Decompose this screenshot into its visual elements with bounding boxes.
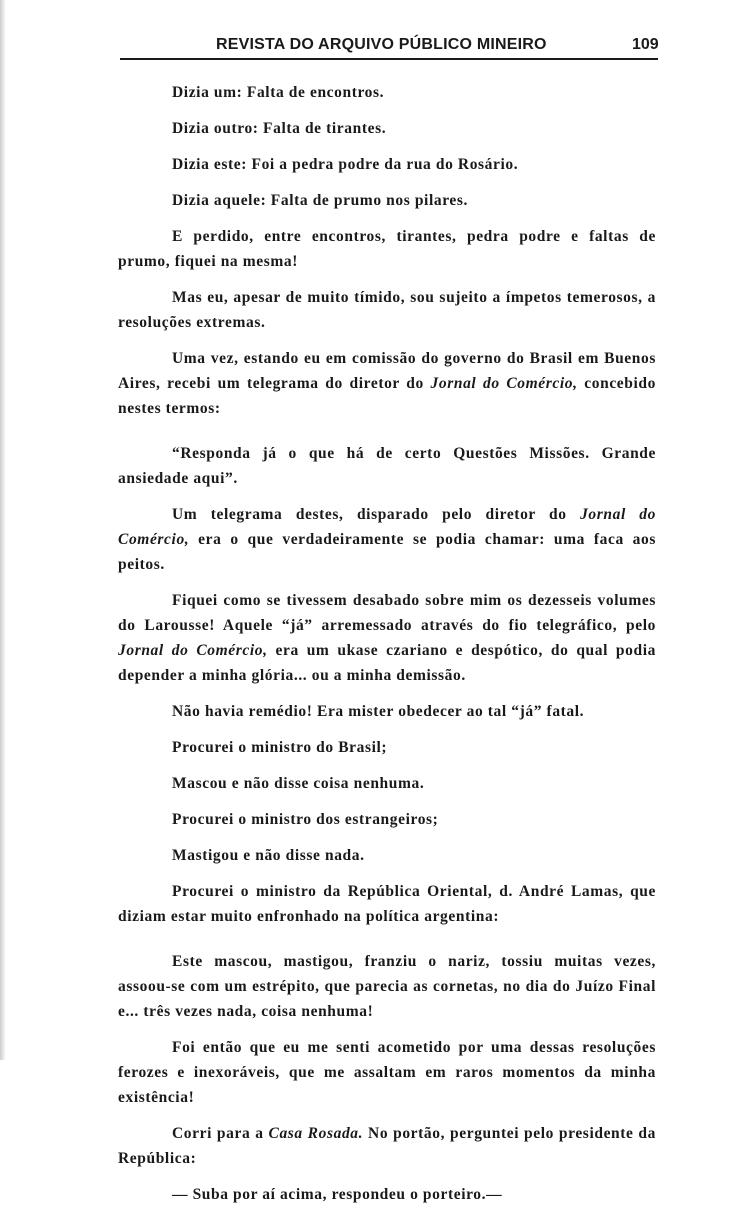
- paragraph: Dizia este: Foi a pedra podre da rua do Rosário.: [172, 156, 519, 173]
- paragraph-text: era o que verdadeiramente se podia chamar: uma faca aos peitos.: [118, 531, 656, 573]
- paragraph: Dizia aquele: Falta de prumo nos pilares.: [172, 192, 468, 209]
- telegram-quote: “Responda já o que há de certo Questões Missões. Grande ansiedade aqui”.: [118, 445, 656, 487]
- paragraph: E perdido, entre encontros, tirantes, pedra podre e faltas de prumo, fiquei na mesma!: [118, 228, 656, 270]
- header-rule: [120, 58, 658, 60]
- dialogue-line: — Suba por aí acima, respondeu o porteiro.—: [172, 1186, 503, 1203]
- newspaper-title: Jornal do Comércio,: [430, 375, 578, 392]
- paragraph: Mascou e não disse coisa nenhuma.: [172, 775, 425, 792]
- paragraph-text: Uma vez, estando eu em comissão do governo do Brasil em Buenos Aires, recebi um telegrama do diretor do: [118, 350, 656, 392]
- place-name: Casa Rosada.: [268, 1125, 364, 1142]
- paragraph-text: Corri para a: [172, 1125, 269, 1142]
- paragraph: Procurei o ministro do Brasil;: [172, 739, 388, 756]
- page-number: 109: [632, 36, 659, 53]
- paragraph: [118, 1121, 656, 1171]
- paragraph: Dizia um: Falta de encontros.: [172, 84, 385, 101]
- paragraph: Dizia outro: Falta de tirantes.: [172, 120, 387, 137]
- paragraph: Mas eu, apesar de muito tímido, sou sujeito a ímpetos temerosos, a resoluções extremas.: [118, 289, 656, 331]
- paragraph: [118, 346, 656, 421]
- paragraph: [118, 502, 656, 577]
- paragraph: Este mascou, mastigou, franziu o nariz, tossiu muitas vezes, assoou-se com um estrépito, que parecia as cornetas, no dia do Juízo Final e... três vezes nada, coisa nenhuma!: [118, 953, 656, 1020]
- paragraph-text: No portão, perguntei pelo presidente da República:: [118, 1125, 656, 1167]
- paragraph: Foi então que eu me senti acometido por uma dessas resoluções ferozes e inexoráveis, que me assaltam em raros momentos da minha existência!: [118, 1039, 656, 1106]
- paragraph: [118, 588, 656, 688]
- paragraph-text: Um telegrama destes, disparado pelo diretor do: [172, 506, 581, 523]
- newspaper-title: Jornal do Comércio,: [118, 506, 657, 548]
- running-header-title: REVISTA DO ARQUIVO PÚBLICO MINEIRO: [216, 36, 547, 53]
- paragraph-text: era um ukase czariano e despótico, do qual podia depender a minha glória... ou a minha demissão.: [118, 642, 656, 684]
- paragraph-text: concebido nestes termos:: [118, 375, 656, 417]
- newspaper-title: Jornal do Comércio,: [118, 642, 268, 659]
- paragraph: Procurei o ministro dos estrangeiros;: [172, 811, 439, 828]
- paragraph: Não havia remédio! Era mister obedecer ao tal “já” fatal.: [172, 703, 585, 720]
- scan-edge-shadow: [0, 0, 6, 1060]
- paragraph: Mastigou e não disse nada.: [172, 847, 365, 864]
- paragraph: Procurei o ministro da República Oriental, d. André Lamas, que diziam estar muito enfronhado na política argentina:: [118, 883, 656, 925]
- paragraph-text: Fiquei como se tivessem desabado sobre mim os dezesseis volumes do Larousse! Aquele “já” arremessado através do fio telegráfico, pelo: [118, 592, 656, 634]
- body-text: [118, 80, 656, 1207]
